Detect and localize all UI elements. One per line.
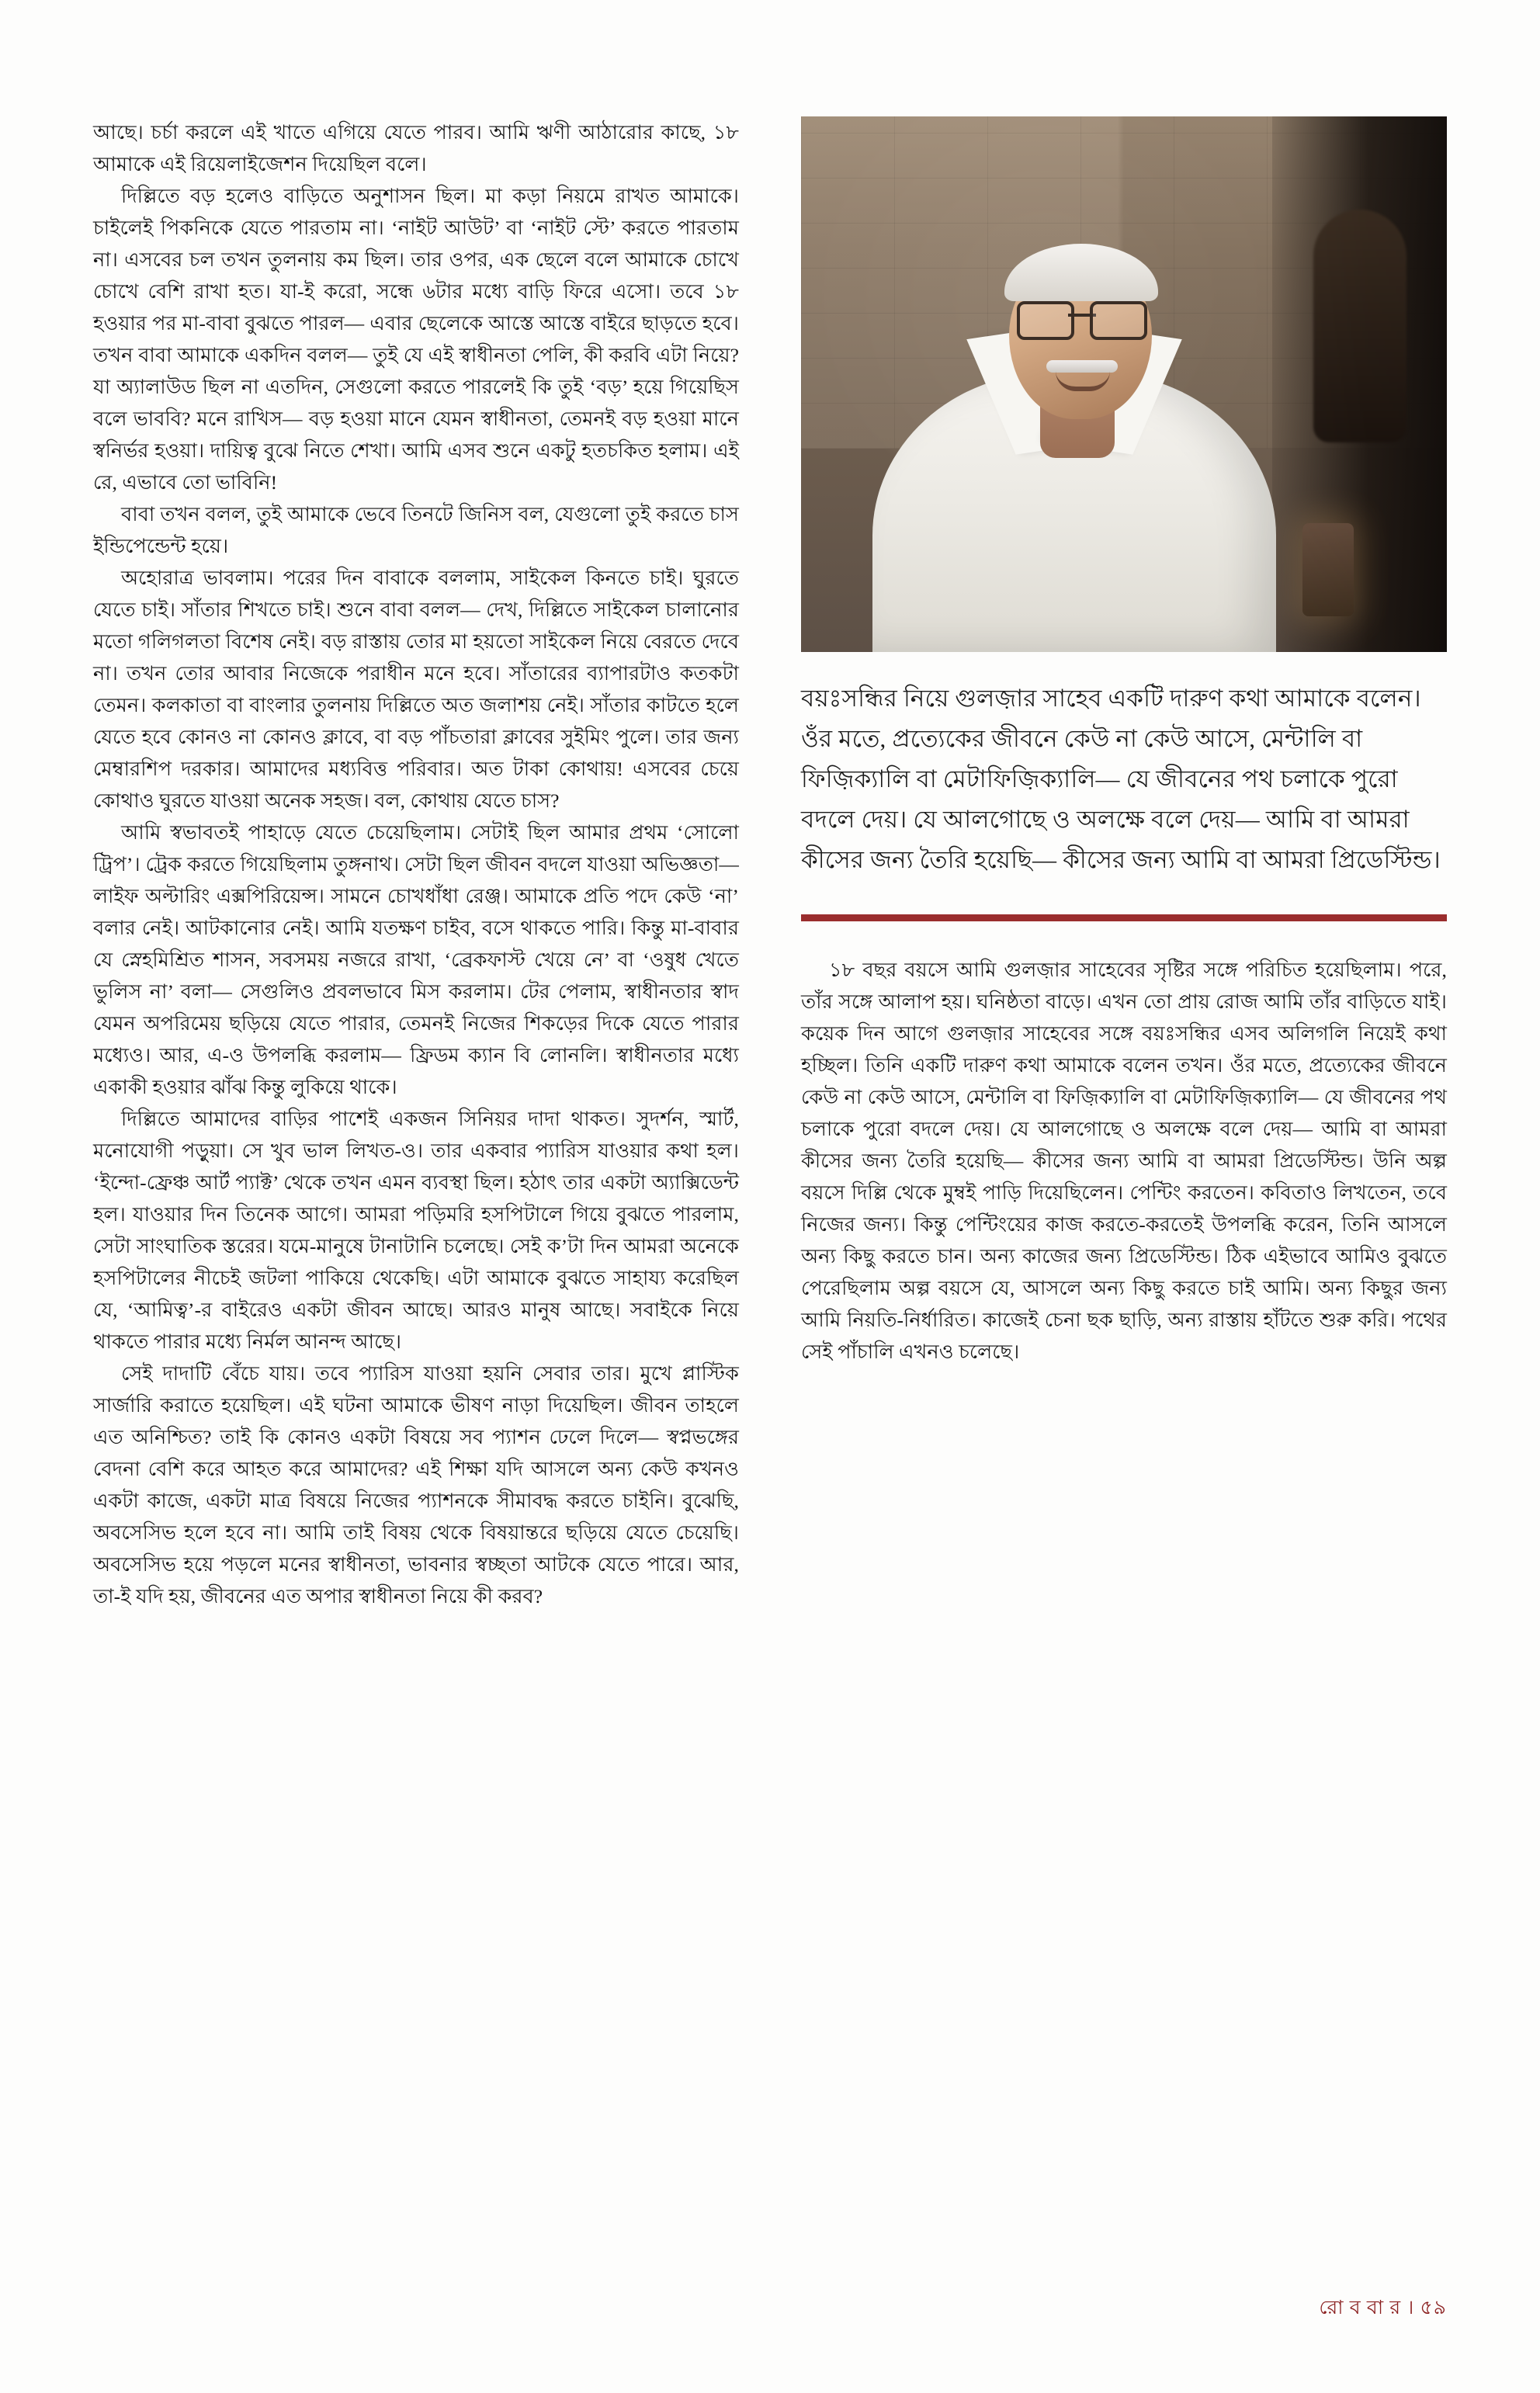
body-paragraph: বাবা তখন বলল, তুই আমাকে ভেবে তিনটে জিনিস বল, যেগুলো তুই করতে চাস ইন্ডিপেন্ডেন্ট হয়ে। bbox=[93, 503, 739, 557]
photo-subject bbox=[872, 318, 1276, 652]
photo-statue-object bbox=[1313, 210, 1406, 442]
body-paragraph: দিল্লিতে আমাদের বাড়ির পাশেই একজন সিনিয়র দাদা থাকত। সুদর্শন, স্মার্ট, মনোযোগী পড়ুয়া। সে খুব ভাল লিখত-ও। তার একবার প্যারিস যাওয়ার কথা হল। ‘ইন্দো-ফ্রেঞ্চ আর্ট প্যাক্ট’ থেকে তখন এমন ব্যবস্থা ছিল। হঠাৎ তার একটা অ্যাক্সিডেন্ট হল। যাওয়ার দিন তিনেক আগে। আমরা পড়িমরি হসপিটালে গিয়ে বুঝতে পারলাম, সেটা সাংঘাতিক স্তরের। যমে-মানুষে টানাটানি চলেছে। সেই ক’টা দিন আমরা অনেকে হসপিটালের নীচেই জটলা পাকিয়ে থেকেছি। এটা আমাকে বুঝতে সাহায্য করেছিল যে, ‘আমিত্ব’-র বাইরেও একটা জীবন আছে। আরও মানুষ আছে। সবাইকে নিয়ে থাকতে পারার মধ্যে নির্মল আনন্দ আছে। bbox=[93, 1108, 739, 1353]
two-column-layout bbox=[93, 116, 1447, 1612]
footer-page-number: ৫৯ bbox=[1420, 2298, 1447, 2318]
section-divider bbox=[801, 914, 1447, 921]
body-paragraph: অহোরাত্র ভাবলাম। পরের দিন বাবাকে বললাম, সাইকেল কিনতে চাই। ঘুরতে যেতে চাই। সাঁতার শিখতে চাই। শুনে বাবা বলল— দেখ, দিল্লিতে সাইকেল চালানোর মতো গলিগলতা বিশেষ নেই। বড় রাস্তায় তোর মা হয়তো সাইকেল নিয়ে বেরতে দেবে না। তখন তোর আবার নিজেকে পরাধীন মনে হবে। সাঁতারের ব্যাপারটাও কতকটা তেমন। কলকাতা বা বাংলার তুলনায় দিল্লিতে অত জলাশয় নেই। সাঁতার কাটতে হলে যেতে হবে কোনও না কোনও ক্লাবে, বা বড় পাঁচতারা ক্লাবের সুইমিং পুলে। তার জন্য মেম্বারশিপ দরকার। আমাদের মধ্যবিত্ত পরিবার। অত টাকা কোথায়! এসবের চেয়ে কোথাও ঘুরতে যাওয়া অনেক সহজ। বল, কোথায় যেতে চাস? bbox=[93, 567, 739, 812]
left-column bbox=[93, 116, 739, 1612]
footer-publication: রো ব বা র bbox=[1319, 2298, 1402, 2318]
footer-separator: । bbox=[1406, 2298, 1415, 2318]
portrait-photo bbox=[801, 116, 1447, 652]
right-column bbox=[801, 116, 1447, 1612]
body-paragraph: সেই দাদাটি বেঁচে যায়। তবে প্যারিস যাওয়া হয়নি সেবার তার। মুখে প্লাস্টিক সার্জারি করাতে হয়েছিল। এই ঘটনা আমাকে ভীষণ নাড়া দিয়েছিল। জীবন তাহলে এত অনিশ্চিত? তাই কি কোনও একটা বিষয়ে সব প্যাশন ঢেলে দিলে— স্বপ্নভঙ্গের বেদনা বেশি করে আহত করে আমাদের? এই শিক্ষা যদি আসলে অন্য কেউ কখনও একটা কাজে, একটা মাত্র বিষয়ে নিজের প্যাশনকে সীমাবদ্ধ করতে চাইনি। বুঝেছি, অবসেসিভ হলে হবে না। আমি তাই বিষয় থেকে বিষয়ান্তরে ছড়িয়ে যেতে চেয়েছি। অবসেসিভ হয়ে পড়লে মনের স্বাধীনতা, ভাবনার স্বচ্ছতা আটকে যেতে পারে। আর, তা-ই যদি হয়, জীবনের এত অপার স্বাধীনতা নিয়ে কী করব? bbox=[93, 1362, 739, 1607]
eyeglasses-bridge bbox=[1068, 314, 1096, 317]
body-paragraph: আমি স্বভাবতই পাহাড়ে যেতে চেয়েছিলাম। সেটাই ছিল আমার প্রথম ‘সোলো ট্রিপ’। ট্রেক করতে গিয়েছিলাম তুঙ্গনাথ। সেটা ছিল জীবন বদলে যাওয়া অভিজ্ঞতা— লাইফ অল্টারিং এক্সপিরিয়েন্স। সামনে চোখধাঁধা রেঞ্জ। আমাকে প্রতি পদে কেউ ‘না’ বলার নেই। আটকানোর নেই। আমি যতক্ষণ চাইব, বসে থাকতে পারি। কিন্তু মা-বাবার যে স্নেহমিশ্রিত শাসন, সবসময় নজরে রাখা, ‘ব্রেকফাস্ট খেয়ে নে’ বা ‘ওষুধ খেতে ভুলিস না’ বলা— সেগুলিও প্রবলভাবে মিস করলাম। টের পেলাম, স্বাধীনতার স্বাদ যেমন অপরিমেয় ছড়িয়ে যেতে পারার, তেমনই নিজের শিকড়ের দিকে যেতে পারার মধ্যেও। আর, এ-ও উপলব্ধি করলাম— ফ্রিডম ক্যান বি লোনলি। স্বাধীনতার মধ্যে একাকী হওয়ার ঝাঁঝ কিন্তু লুকিয়ে থাকে। bbox=[93, 821, 739, 1098]
body-paragraph: দিল্লিতে বড় হলেও বাড়িতে অনুশাসন ছিল। মা কড়া নিয়মে রাখত আমাকে। চাইলেই পিকনিকে যেতে পারতাম না। ‘নাইট আউট’ বা ‘নাইট স্টে’ করতে পারতাম না। এসবের চল তখন তুলনায় কম ছিল। তার ওপর, এক ছেলে বলে আমাকে চোখে চোখে বেশি রাখা হত। যা-ই করো, সন্ধে ৬টার মধ্যে বাড়ি ফিরে এসো। তবে ১৮ হওয়ার পর মা-বাবা বুঝতে পারল— এবার ছেলেকে আস্তে আস্তে বাইরে ছাড়তে হবে। তখন বাবা আমাকে একদিন বলল— তুই যে এই স্বাধীনতা পেলি, কী করবি এটা নিয়ে? যা অ্যালাউড ছিল না এতদিন, সেগুলো করতে পারলেই কি তুই ‘বড়’ হয়ে গিয়েছিস বলে ভাববি? মনে রাখিস— বড় হওয়া মানে যেমন স্বাধীনতা, তেমনই বড় হওয়া মানে স্বনির্ভর হওয়া। দায়িত্ব বুঝে নিতে শেখা। আমি এসব শুনে একটু হতচকিত হলাম। এই রে, এভাবে তো ভাবিনি! bbox=[93, 185, 739, 494]
body-paragraph: আছে। চর্চা করলে এই খাতে এগিয়ে যেতে পারব। আমি ঋণী আঠারোর কাছে, ১৮ আমাকে এই রিয়েলাইজেশন দিয়েছিল বলে। bbox=[93, 121, 739, 175]
eyeglasses-icon bbox=[1017, 301, 1147, 335]
pull-quote: বয়ঃসন্ধির নিয়ে গুলজ়ার সাহেব একটি দারুণ কথা আমাকে বলেন। ওঁর মতে, প্রত্যেকের জীবনে কেউ না কেউ আসে, মেন্টালি বা ফিজ়িক্যালি বা মেটাফিজ়িক্যালি— যে জীবনের পথ চলাকে পুরো বদলে দেয়। যে আলগোছে ও অলক্ষে বলে দেয়— আমি বা আমরা কীসের জন্য তৈরি হয়েছি— কীসের জন্য আমি বা আমরা প্রিডেস্টিন্ড। bbox=[801, 685, 1441, 873]
page-footer bbox=[1319, 2292, 1447, 2325]
photo-lamp-object bbox=[1302, 523, 1354, 616]
photo-image bbox=[801, 116, 1447, 652]
body-paragraph: ১৮ বছর বয়সে আমি গুলজ়ার সাহেবের সৃষ্টির সঙ্গে পরিচিত হয়েছিলাম। পরে, তাঁর সঙ্গে আলাপ হয়। ঘনিষ্ঠতা বাড়ে। এখন তো প্রায় রোজ আমি তাঁর বাড়িতে যাই। কয়েক দিন আগে গুলজ়ার সাহেবের সঙ্গে বয়ঃসন্ধির এসব অলিগলি নিয়েই কথা হচ্ছিল। তিনি একটি দারুণ কথা আমাকে বলেন তখন। ওঁর মতে, প্রত্যেকের জীবনে কেউ না কেউ আসে, মেন্টালি বা ফিজ়িক্যালি বা মেটাফিজ়িক্যালি— যে জীবনের পথ চলাকে পুরো বদলে দেয়। যে আলগোছে ও অলক্ষে বলে দেয়— আমি বা আমরা কীসের জন্য তৈরি হয়েছি— কীসের জন্য আমি বা আমরা প্রিডেস্টিন্ড। উনি অল্প বয়সে দিল্লি থেকে মুম্বই পাড়ি দিয়েছিলেন। পেন্টিং করতেন। কবিতাও লিখতেন, তবে নিজের জন্য। কিন্তু পেন্টিংয়ের কাজ করতে-করতেই উপলব্ধি করেন, তিনি আসলে অন্য কিছু করতে চান। অন্য কাজের জন্য প্রিডেস্টিন্ড। ঠিক এইভাবে আমিও বুঝতে পেরেছিলাম অল্প বয়সে যে, আসলে অন্য কিছু করতে চাই আমি। অন্য কিছুর জন্য আমি নিয়তি-নির্ধারিত। কাজেই চেনা ছক ছাড়ি, অন্য রাস্তায় হাঁটতে শুরু করি। পথের সেই পাঁচালি এখনও চলেছে। bbox=[801, 959, 1447, 1363]
page-content bbox=[93, 116, 1447, 2318]
